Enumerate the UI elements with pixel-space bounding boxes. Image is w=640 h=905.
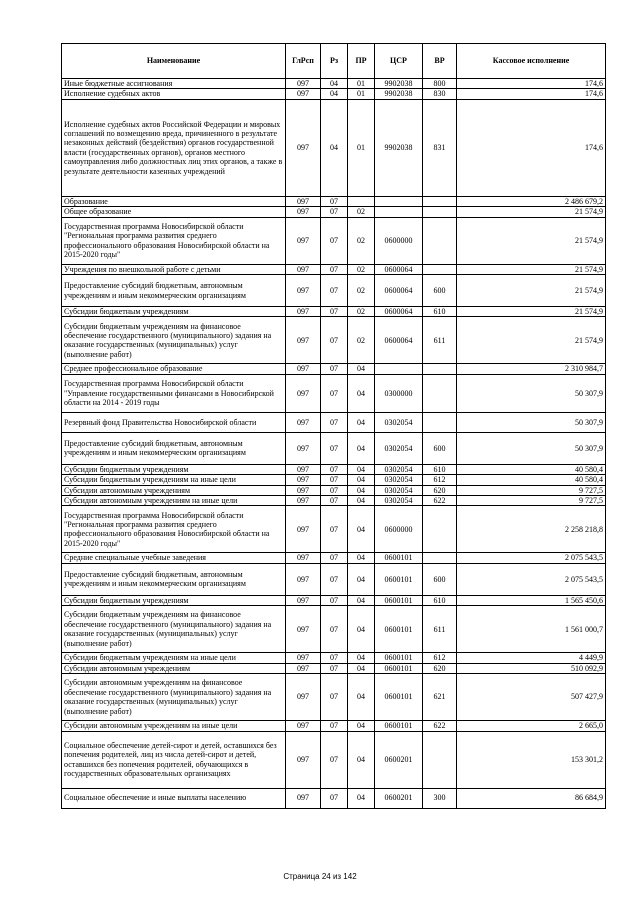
budget-table	[61, 43, 606, 809]
cell-rz: 07	[321, 307, 348, 317]
cell-vr	[423, 196, 457, 206]
cell-rz: 07	[321, 506, 348, 553]
cell-csr: 0600064	[375, 264, 423, 274]
cell-glrsp: 097	[286, 475, 321, 485]
cell-vr: 610	[423, 464, 457, 474]
cell-name: Социальное обеспечение и иные выплаты населению	[62, 788, 286, 808]
cell-amount: 21 574,9	[457, 307, 606, 317]
cell-name: Государственная программа Новосибирской области "Управление государственными финансами в Новосибирской области на 2014 - 2019 годы	[62, 374, 286, 412]
cell-csr: 9902038	[375, 89, 423, 99]
cell-pr: 04	[348, 563, 375, 595]
table-row	[62, 595, 606, 605]
cell-csr	[375, 196, 423, 206]
table-header-row	[62, 44, 606, 79]
table-row	[62, 432, 606, 464]
cell-name: Субсидии автономным учреждениям на иные цели	[62, 721, 286, 731]
cell-name: Предоставление субсидий бюджетным, автономным учреждениям и иным некоммерческим организациям	[62, 432, 286, 464]
col-header-rz: Рз	[321, 44, 348, 79]
table-row	[62, 307, 606, 317]
cell-csr: 0302054	[375, 412, 423, 432]
cell-glrsp: 097	[286, 217, 321, 264]
cell-amount: 4 449,9	[457, 653, 606, 663]
table-row	[62, 196, 606, 206]
table-row	[62, 374, 606, 412]
cell-amount: 21 574,9	[457, 264, 606, 274]
cell-vr: 610	[423, 307, 457, 317]
cell-pr: 04	[348, 653, 375, 663]
cell-vr: 622	[423, 721, 457, 731]
cell-pr: 02	[348, 307, 375, 317]
cell-glrsp: 097	[286, 196, 321, 206]
table-row	[62, 674, 606, 721]
cell-pr: 02	[348, 207, 375, 217]
cell-pr: 02	[348, 275, 375, 307]
cell-pr: 04	[348, 663, 375, 673]
cell-rz: 07	[321, 374, 348, 412]
cell-name: Иные бюджетные ассигнования	[62, 79, 286, 89]
cell-amount: 50 307,9	[457, 412, 606, 432]
cell-rz: 07	[321, 217, 348, 264]
cell-amount: 21 574,9	[457, 207, 606, 217]
cell-vr: 611	[423, 317, 457, 364]
cell-pr	[348, 196, 375, 206]
cell-vr	[423, 207, 457, 217]
cell-rz: 07	[321, 731, 348, 788]
cell-vr: 620	[423, 663, 457, 673]
cell-vr: 621	[423, 674, 457, 721]
cell-glrsp: 097	[286, 788, 321, 808]
cell-glrsp: 097	[286, 275, 321, 307]
cell-glrsp: 097	[286, 506, 321, 553]
cell-vr: 831	[423, 99, 457, 196]
cell-amount: 1 561 000,7	[457, 606, 606, 653]
cell-amount: 50 307,9	[457, 432, 606, 464]
cell-vr	[423, 731, 457, 788]
cell-pr: 04	[348, 595, 375, 605]
cell-pr: 01	[348, 89, 375, 99]
cell-name: Государственная программа Новосибирской области "Региональная программа развития среднего профессионального образования Новосибирской области на 2015-2020 годы"	[62, 506, 286, 553]
cell-glrsp: 097	[286, 374, 321, 412]
table-row	[62, 506, 606, 553]
cell-csr: 9902038	[375, 99, 423, 196]
cell-amount: 9 727,5	[457, 485, 606, 495]
cell-csr: 0600201	[375, 731, 423, 788]
cell-vr	[423, 217, 457, 264]
cell-pr: 02	[348, 217, 375, 264]
table-row	[62, 606, 606, 653]
cell-rz: 07	[321, 196, 348, 206]
cell-vr: 620	[423, 485, 457, 495]
cell-glrsp: 097	[286, 207, 321, 217]
cell-rz: 04	[321, 89, 348, 99]
cell-glrsp: 097	[286, 595, 321, 605]
cell-csr: 0600101	[375, 563, 423, 595]
cell-csr: 0600101	[375, 663, 423, 673]
cell-glrsp: 097	[286, 553, 321, 563]
table-row	[62, 653, 606, 663]
cell-rz: 07	[321, 275, 348, 307]
cell-amount: 2 310 984,7	[457, 364, 606, 374]
col-header-name: Наименование	[62, 44, 286, 79]
cell-rz: 04	[321, 79, 348, 89]
cell-vr: 622	[423, 496, 457, 506]
cell-amount: 174,6	[457, 79, 606, 89]
cell-glrsp: 097	[286, 563, 321, 595]
cell-amount: 40 580,4	[457, 464, 606, 474]
col-header-amount: Кассовое исполнение	[457, 44, 606, 79]
cell-csr: 0600101	[375, 674, 423, 721]
cell-csr: 0300000	[375, 374, 423, 412]
cell-name: Предоставление субсидий бюджетным, автономным учреждениям и иным некоммерческим организациям	[62, 563, 286, 595]
table-row	[62, 464, 606, 474]
cell-glrsp: 097	[286, 464, 321, 474]
cell-amount: 2 075 543,5	[457, 563, 606, 595]
cell-rz: 07	[321, 553, 348, 563]
col-header-pr: ПР	[348, 44, 375, 79]
cell-pr: 02	[348, 264, 375, 274]
cell-rz: 07	[321, 496, 348, 506]
cell-vr: 600	[423, 275, 457, 307]
cell-vr: 300	[423, 788, 457, 808]
cell-name: Субсидии автономным учреждениям на иные цели	[62, 496, 286, 506]
cell-name: Субсидии автономным учреждениям	[62, 485, 286, 495]
cell-csr: 0302054	[375, 432, 423, 464]
cell-csr: 0600064	[375, 317, 423, 364]
table-row	[62, 275, 606, 307]
cell-pr: 04	[348, 412, 375, 432]
cell-vr: 800	[423, 79, 457, 89]
table-row	[62, 731, 606, 788]
cell-pr: 04	[348, 374, 375, 412]
cell-vr: 611	[423, 606, 457, 653]
cell-amount: 40 580,4	[457, 475, 606, 485]
table-row	[62, 663, 606, 673]
cell-glrsp: 097	[286, 485, 321, 495]
cell-csr: 0600064	[375, 307, 423, 317]
table-row	[62, 563, 606, 595]
cell-amount: 174,6	[457, 99, 606, 196]
cell-glrsp: 097	[286, 364, 321, 374]
cell-rz: 07	[321, 207, 348, 217]
table-body	[62, 79, 606, 809]
cell-name: Субсидии бюджетным учреждениям на финансовое обеспечение государственного (муниципального) задания на оказание государственных (муниципальных) услуг (выполнение работ)	[62, 317, 286, 364]
cell-amount: 510 092,9	[457, 663, 606, 673]
cell-csr: 0600101	[375, 721, 423, 731]
cell-amount: 2 486 679,2	[457, 196, 606, 206]
cell-rz: 07	[321, 663, 348, 673]
cell-rz: 07	[321, 412, 348, 432]
cell-csr: 0302054	[375, 464, 423, 474]
cell-pr: 02	[348, 317, 375, 364]
table-row	[62, 364, 606, 374]
cell-name: Субсидии автономным учреждениям	[62, 663, 286, 673]
page-footer: Страница 24 из 142	[283, 872, 357, 881]
cell-amount: 507 427,9	[457, 674, 606, 721]
cell-glrsp: 097	[286, 731, 321, 788]
cell-rz: 07	[321, 264, 348, 274]
cell-glrsp: 097	[286, 663, 321, 673]
cell-rz: 07	[321, 674, 348, 721]
cell-name: Субсидии бюджетным учреждениям	[62, 307, 286, 317]
cell-glrsp: 097	[286, 79, 321, 89]
table-row	[62, 264, 606, 274]
cell-name: Субсидии бюджетным учреждениям на финансовое обеспечение государственного (муниципального) задания на оказание государственных (муниципальных) услуг (выполнение работ)	[62, 606, 286, 653]
cell-glrsp: 097	[286, 412, 321, 432]
cell-glrsp: 097	[286, 99, 321, 196]
table-row	[62, 217, 606, 264]
table-row	[62, 485, 606, 495]
cell-name: Среднее профессиональное образование	[62, 364, 286, 374]
cell-amount: 153 301,2	[457, 731, 606, 788]
table-row	[62, 788, 606, 808]
cell-csr: 0600201	[375, 788, 423, 808]
cell-csr: 0600101	[375, 595, 423, 605]
cell-name: Резервный фонд Правительства Новосибирской области	[62, 412, 286, 432]
cell-pr: 04	[348, 553, 375, 563]
cell-vr: 610	[423, 595, 457, 605]
cell-csr	[375, 207, 423, 217]
cell-rz: 07	[321, 464, 348, 474]
table-row	[62, 207, 606, 217]
cell-glrsp: 097	[286, 496, 321, 506]
cell-vr	[423, 412, 457, 432]
cell-glrsp: 097	[286, 432, 321, 464]
cell-vr: 612	[423, 653, 457, 663]
cell-pr: 04	[348, 788, 375, 808]
cell-csr: 0600000	[375, 217, 423, 264]
cell-pr: 04	[348, 464, 375, 474]
cell-amount: 2 258 218,8	[457, 506, 606, 553]
cell-rz: 07	[321, 653, 348, 663]
cell-amount: 86 684,9	[457, 788, 606, 808]
cell-rz: 07	[321, 364, 348, 374]
cell-glrsp: 097	[286, 721, 321, 731]
cell-glrsp: 097	[286, 264, 321, 274]
cell-rz: 07	[321, 485, 348, 495]
cell-csr: 0600101	[375, 553, 423, 563]
cell-amount: 21 574,9	[457, 217, 606, 264]
cell-csr: 0600101	[375, 653, 423, 663]
cell-csr: 0302054	[375, 496, 423, 506]
cell-vr	[423, 553, 457, 563]
cell-csr: 0600000	[375, 506, 423, 553]
cell-glrsp: 097	[286, 653, 321, 663]
cell-name: Средние специальные учебные заведения	[62, 553, 286, 563]
table-row	[62, 475, 606, 485]
cell-csr	[375, 364, 423, 374]
cell-amount: 9 727,5	[457, 496, 606, 506]
cell-rz: 07	[321, 563, 348, 595]
cell-name: Общее образование	[62, 207, 286, 217]
cell-rz: 07	[321, 475, 348, 485]
cell-name: Субсидии бюджетным учреждениям	[62, 595, 286, 605]
cell-vr	[423, 364, 457, 374]
cell-glrsp: 097	[286, 674, 321, 721]
cell-vr	[423, 374, 457, 412]
cell-name: Образование	[62, 196, 286, 206]
cell-vr: 600	[423, 432, 457, 464]
cell-name: Субсидии автономным учреждениям на финансовое обеспечение государственного (муниципального) задания на оказание государственных (муниципальных) услуг (выполнение работ)	[62, 674, 286, 721]
cell-name: Предоставление субсидий бюджетным, автономным учреждениям и иным некоммерческим организациям	[62, 275, 286, 307]
cell-name: Субсидии бюджетным учреждениям на иные цели	[62, 653, 286, 663]
col-header-vr: ВР	[423, 44, 457, 79]
cell-rz: 07	[321, 606, 348, 653]
cell-pr: 04	[348, 496, 375, 506]
cell-rz: 04	[321, 99, 348, 196]
cell-amount: 174,6	[457, 89, 606, 99]
col-header-glrsp: ГлРсп	[286, 44, 321, 79]
cell-csr: 0600101	[375, 606, 423, 653]
cell-glrsp: 097	[286, 89, 321, 99]
cell-name: Социальное обеспечение детей-сирот и детей, оставшихся без попечения родителей, лиц из числа детей-сирот и детей, оставшихся без попечения родителей, обучающихся в государственных образовательных организациях	[62, 731, 286, 788]
cell-pr: 04	[348, 506, 375, 553]
cell-rz: 07	[321, 788, 348, 808]
cell-name: Исполнение судебных актов Российской Федерации и мировых соглашений по возмещению вреда, причиненного в результате незаконных действий (бездействия) органов государственной власти (государственных органов), органов местного самоуправления либо должностных лиц этих органов, а также в результате деятельности казенных учреждений	[62, 99, 286, 196]
cell-glrsp: 097	[286, 307, 321, 317]
cell-pr: 04	[348, 364, 375, 374]
cell-pr: 04	[348, 721, 375, 731]
cell-amount: 50 307,9	[457, 374, 606, 412]
table-row	[62, 317, 606, 364]
cell-rz: 07	[321, 721, 348, 731]
cell-vr: 830	[423, 89, 457, 99]
cell-amount: 21 574,9	[457, 317, 606, 364]
cell-vr: 612	[423, 475, 457, 485]
cell-vr: 600	[423, 563, 457, 595]
cell-amount: 2 075 543,5	[457, 553, 606, 563]
cell-pr: 01	[348, 79, 375, 89]
cell-pr: 04	[348, 485, 375, 495]
cell-name: Субсидии бюджетным учреждениям на иные цели	[62, 475, 286, 485]
cell-name: Государственная программа Новосибирской области "Региональная программа развития среднего профессионального образования Новосибирской области на 2015-2020 годы"	[62, 217, 286, 264]
table-row	[62, 553, 606, 563]
cell-rz: 07	[321, 432, 348, 464]
cell-vr	[423, 264, 457, 274]
cell-pr: 04	[348, 731, 375, 788]
table-row	[62, 89, 606, 99]
table-row	[62, 496, 606, 506]
cell-pr: 01	[348, 99, 375, 196]
table-row	[62, 99, 606, 196]
cell-vr	[423, 506, 457, 553]
cell-pr: 04	[348, 606, 375, 653]
cell-pr: 04	[348, 432, 375, 464]
cell-pr: 04	[348, 674, 375, 721]
cell-rz: 07	[321, 595, 348, 605]
cell-amount: 2 665,0	[457, 721, 606, 731]
col-header-csr: ЦСР	[375, 44, 423, 79]
cell-amount: 1 565 450,6	[457, 595, 606, 605]
cell-amount: 21 574,9	[457, 275, 606, 307]
cell-name: Исполнение судебных актов	[62, 89, 286, 99]
table-row	[62, 412, 606, 432]
cell-glrsp: 097	[286, 606, 321, 653]
cell-csr: 0302054	[375, 485, 423, 495]
cell-pr: 04	[348, 475, 375, 485]
cell-name: Учреждения по внешкольной работе с детьми	[62, 264, 286, 274]
cell-csr: 0600064	[375, 275, 423, 307]
cell-csr: 0302054	[375, 475, 423, 485]
cell-rz: 07	[321, 317, 348, 364]
table-row	[62, 79, 606, 89]
cell-glrsp: 097	[286, 317, 321, 364]
cell-name: Субсидии бюджетным учреждениям	[62, 464, 286, 474]
cell-csr: 9902038	[375, 79, 423, 89]
table-row	[62, 721, 606, 731]
